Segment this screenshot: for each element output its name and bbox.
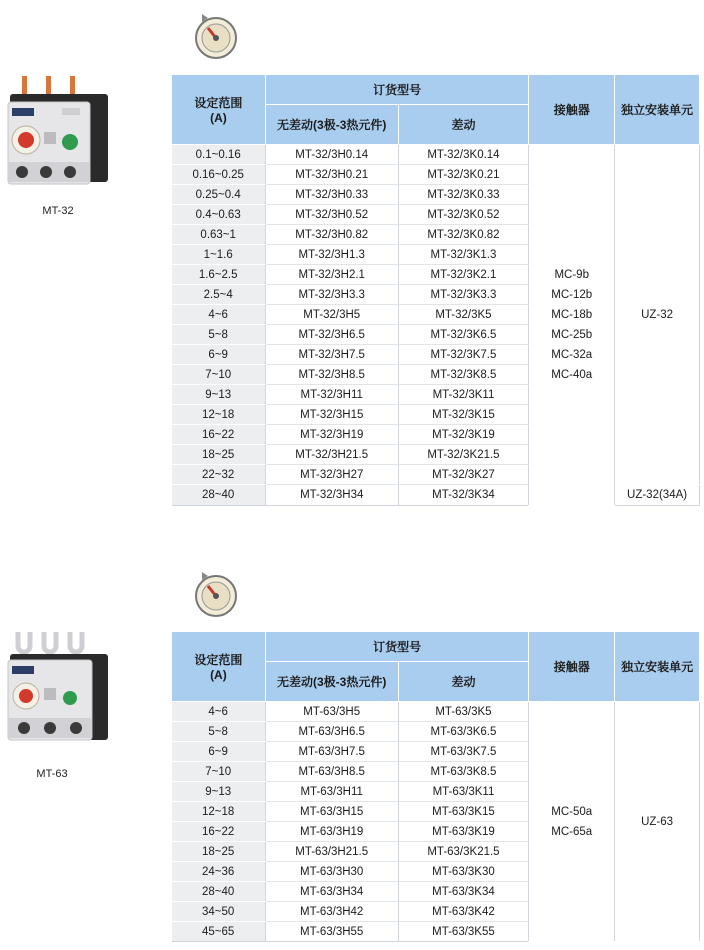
header-no-diff: 无差动(3极-3热元件) [265, 662, 398, 702]
no-diff-model-cell: MT-32/3H19 [265, 425, 398, 445]
product-label-mt32: MT-32 [42, 205, 74, 217]
range-cell: 0.25~0.4 [172, 185, 266, 205]
no-diff-model-cell: MT-32/3H8.5 [265, 365, 398, 385]
unit-cell: UZ-32 [615, 145, 700, 485]
no-diff-model-cell: MT-63/3H55 [265, 922, 398, 942]
contactor-item: MC-9b [554, 269, 589, 281]
contactor-item: MC-65a [551, 825, 593, 838]
diff-model-cell: MT-63/3K6.5 [398, 722, 529, 742]
range-cell: 28~40 [172, 485, 266, 506]
diff-model-cell: MT-32/3K19 [398, 425, 529, 445]
range-cell: 12~18 [172, 802, 266, 822]
no-diff-model-cell: MT-32/3H7.5 [265, 345, 398, 365]
no-diff-model-cell: MT-63/3H34 [265, 882, 398, 902]
range-cell: 1~1.6 [172, 245, 266, 265]
contactor-cell [529, 702, 615, 942]
diff-model-cell: MT-32/3K0.33 [398, 185, 529, 205]
diff-model-cell: MT-32/3K6.5 [398, 325, 529, 345]
diff-model-cell: MT-32/3K5 [398, 305, 529, 325]
header-order: 订货型号 [265, 632, 529, 662]
no-diff-model-cell: MT-32/3H3.3 [265, 285, 398, 305]
diff-model-cell: MT-63/3K11 [398, 782, 529, 802]
range-cell: 6~9 [172, 345, 266, 365]
diff-model-cell: MT-32/3K27 [398, 465, 529, 485]
range-cell: 0.1~0.16 [172, 145, 266, 165]
range-cell: 0.16~0.25 [172, 165, 266, 185]
diff-model-cell: MT-63/3K19 [398, 822, 529, 842]
product-label-mt63: MT-63 [36, 768, 68, 780]
range-cell: 2.5~4 [172, 285, 266, 305]
diff-model-cell: MT-32/3K2.1 [398, 265, 529, 285]
range-cell: 6~9 [172, 742, 266, 762]
diff-model-cell: MT-32/3K21.5 [398, 445, 529, 465]
contactor-item: MC-18b [551, 309, 593, 321]
range-cell: 16~22 [172, 822, 266, 842]
no-diff-model-cell: MT-63/3H30 [265, 862, 398, 882]
range-cell: 24~36 [172, 862, 266, 882]
diff-model-cell: MT-63/3K21.5 [398, 842, 529, 862]
adjustment-dial-icon [192, 570, 240, 618]
no-diff-model-cell: MT-32/3H15 [265, 405, 398, 425]
thermal-relay-mt63-photo [4, 630, 112, 750]
no-diff-model-cell: MT-32/3H27 [265, 465, 398, 485]
no-diff-model-cell: MT-63/3H19 [265, 822, 398, 842]
contactor-item: MC-32a [551, 349, 593, 361]
diff-model-cell: MT-32/3K1.3 [398, 245, 529, 265]
no-diff-model-cell: MT-63/3H5 [265, 702, 398, 722]
header-contactor: 接触器 [529, 75, 615, 145]
header-no-diff: 无差动(3极-3热元件) [265, 105, 398, 145]
no-diff-model-cell: MT-63/3H6.5 [265, 722, 398, 742]
diff-model-cell: MT-32/3K34 [398, 485, 529, 506]
no-diff-model-cell: MT-63/3H21.5 [265, 842, 398, 862]
header-unit: 独立安装单元 [615, 632, 700, 702]
no-diff-model-cell: MT-32/3H5 [265, 305, 398, 325]
diff-model-cell: MT-32/3K11 [398, 385, 529, 405]
no-diff-model-cell: MT-63/3H15 [265, 802, 398, 822]
header-order: 订货型号 [265, 75, 528, 105]
range-cell: 12~18 [172, 405, 266, 425]
contactor-item: MC-25b [551, 329, 593, 341]
header-diff: 差动 [398, 105, 529, 145]
diff-model-cell: MT-32/3K0.21 [398, 165, 529, 185]
range-cell: 0.63~1 [172, 225, 266, 245]
range-cell: 1.6~2.5 [172, 265, 266, 285]
range-cell: 28~40 [172, 882, 266, 902]
no-diff-model-cell: MT-32/3H0.14 [265, 145, 398, 165]
diff-model-cell: MT-32/3K7.5 [398, 345, 529, 365]
no-diff-model-cell: MT-32/3H21.5 [265, 445, 398, 465]
no-diff-model-cell: MT-32/3H2.1 [265, 265, 398, 285]
range-cell: 4~6 [172, 305, 266, 325]
no-diff-model-cell: MT-63/3H42 [265, 902, 398, 922]
no-diff-model-cell: MT-32/3H0.82 [265, 225, 398, 245]
diff-model-cell: MT-63/3K7.5 [398, 742, 529, 762]
range-cell: 34~50 [172, 902, 266, 922]
unit-cell: UZ-63 [615, 702, 700, 942]
table-row [172, 702, 700, 722]
range-cell: 9~13 [172, 782, 266, 802]
no-diff-model-cell: MT-32/3H0.52 [265, 205, 398, 225]
diff-model-cell: MT-63/3K15 [398, 802, 529, 822]
diff-model-cell: MT-32/3K15 [398, 405, 529, 425]
diff-model-cell: MT-63/3K5 [398, 702, 529, 722]
diff-model-cell: MT-63/3K42 [398, 902, 529, 922]
diff-model-cell: MT-32/3K8.5 [398, 365, 529, 385]
no-diff-model-cell: MT-32/3H34 [265, 485, 398, 506]
header-diff: 差动 [398, 662, 529, 702]
diff-model-cell: MT-63/3K8.5 [398, 762, 529, 782]
range-cell: 7~10 [172, 365, 266, 385]
range-cell: 45~65 [172, 922, 266, 942]
no-diff-model-cell: MT-63/3H11 [265, 782, 398, 802]
diff-model-cell: MT-63/3K55 [398, 922, 529, 942]
no-diff-model-cell: MT-32/3H0.33 [265, 185, 398, 205]
spec-table-mt63 [171, 631, 700, 942]
header-unit: 独立安装单元 [615, 75, 700, 145]
no-diff-model-cell: MT-32/3H1.3 [265, 245, 398, 265]
range-cell: 0.4~0.63 [172, 205, 266, 225]
no-diff-model-cell: MT-32/3H0.21 [265, 165, 398, 185]
contactor-item: MC-50a [551, 805, 593, 818]
contactor-item: MC-12b [551, 289, 593, 301]
unit-cell-34a: UZ-32(34A) [615, 485, 700, 506]
header-range: 设定范围 (A) [172, 632, 266, 702]
range-cell: 18~25 [172, 842, 266, 862]
range-cell: 4~6 [172, 702, 266, 722]
diff-model-cell: MT-63/3K30 [398, 862, 529, 882]
header-contactor: 接触器 [529, 632, 615, 702]
range-cell: 5~8 [172, 722, 266, 742]
diff-model-cell: MT-32/3K0.82 [398, 225, 529, 245]
range-cell: 22~32 [172, 465, 266, 485]
no-diff-model-cell: MT-32/3H6.5 [265, 325, 398, 345]
no-diff-model-cell: MT-32/3H11 [265, 385, 398, 405]
header-range: 设定范围 (A) [172, 75, 266, 145]
no-diff-model-cell: MT-63/3H7.5 [265, 742, 398, 762]
diff-model-cell: MT-63/3K34 [398, 882, 529, 902]
range-cell: 5~8 [172, 325, 266, 345]
range-cell: 9~13 [172, 385, 266, 405]
diff-model-cell: MT-32/3K0.14 [398, 145, 529, 165]
range-cell: 7~10 [172, 762, 266, 782]
diff-model-cell: MT-32/3K3.3 [398, 285, 529, 305]
range-cell: 18~25 [172, 445, 266, 465]
diff-model-cell: MT-32/3K0.52 [398, 205, 529, 225]
contactor-item: MC-40a [551, 369, 593, 381]
no-diff-model-cell: MT-63/3H8.5 [265, 762, 398, 782]
range-cell: 16~22 [172, 425, 266, 445]
